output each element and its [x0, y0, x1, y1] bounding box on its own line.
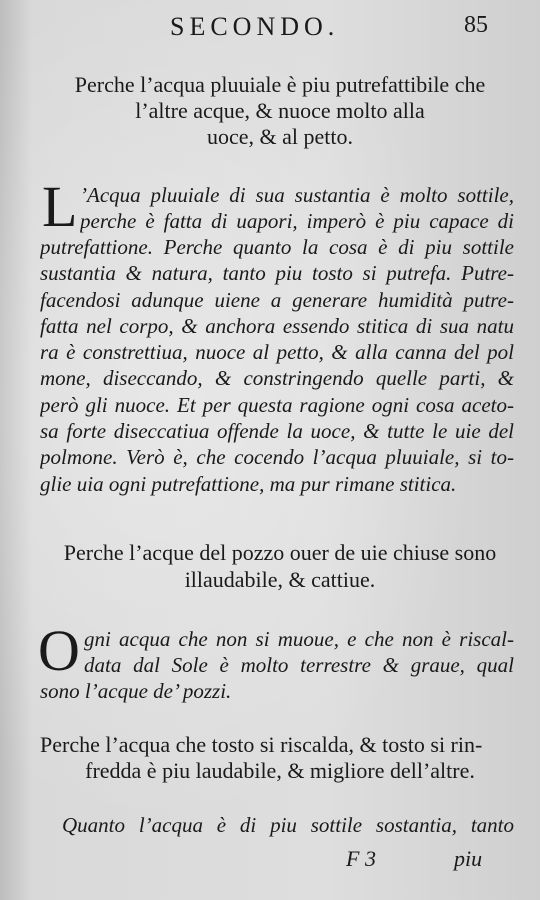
body-line: gni acqua che non si muoue, e che non è riscal- — [84, 627, 514, 651]
section-heading-2-line-1: Perche l’acque del pozzo ouer de uie chiuse sono — [63, 540, 497, 565]
body-line: glie uia ogni putrefattione, ma pur rimane stitica. — [40, 472, 457, 496]
body-line: data dal Sole è molto terrestre & graue, qual — [84, 653, 514, 677]
body-line: putrefattione. Perche quanto la cosa è di piu sottile — [40, 235, 514, 259]
page-footer — [0, 846, 540, 876]
body-line: ’Acqua pluuiale di sua sustantia è molto sottile, — [80, 183, 514, 207]
body-line: Quanto l’acqua è di piu sottile sostantia, tanto — [62, 813, 514, 837]
body-line: fatta nel corpo, & anchora essendo stitica di sua natu — [40, 314, 514, 338]
section-heading-3-line-1: Perche l’acqua che tosto si riscalda, & tosto si rin- — [40, 732, 483, 757]
body-line: facendosi adunque uiene a generare humidità putre- — [40, 288, 514, 312]
section-heading-3-line-2: fredda è piu laudabile, & migliore dell’altre. — [85, 758, 475, 783]
section-heading-2-line-2: illaudabile, & cattiue. — [184, 567, 376, 592]
body-line: polmone. Verò è, che cocendo l’acqua pluuiale, si to- — [40, 445, 514, 469]
body-line: mone, diseccando, & constringendo quelle parti, & — [40, 366, 514, 390]
body-line: perche è fatta di uapori, imperò è piu capace di — [80, 209, 514, 233]
signature-mark: F 3 — [346, 846, 376, 871]
body-line: sustantia & natura, tanto piu tosto si putrefa. Putre- — [40, 261, 514, 285]
body-line: però gli nuoce. Et per questa ragione ogni cosa aceto- — [40, 393, 514, 417]
section-heading-1-line-1: Perche l’acqua pluuiale è piu putrefattibile che — [74, 72, 486, 97]
page-number: 85 — [464, 12, 488, 38]
section-heading-1-line-2: l’altre acque, & nuoce molto alla — [135, 98, 425, 123]
running-title: SECONDO. — [170, 12, 340, 41]
body-line: ra è constrettiua, nuoce al petto, & alla canna del pol — [40, 340, 514, 364]
running-head — [0, 10, 540, 40]
drop-cap-O: O — [38, 618, 80, 683]
body-line: sa forte diseccatiua offende la uoce, & tutte le uie del — [40, 419, 514, 443]
drop-cap-L: L — [42, 174, 78, 239]
body-line: sono l’acque de’ pozzi. — [40, 679, 232, 703]
catchword: piu — [454, 846, 483, 871]
section-heading-1-line-3: uoce, & al petto. — [206, 124, 353, 149]
